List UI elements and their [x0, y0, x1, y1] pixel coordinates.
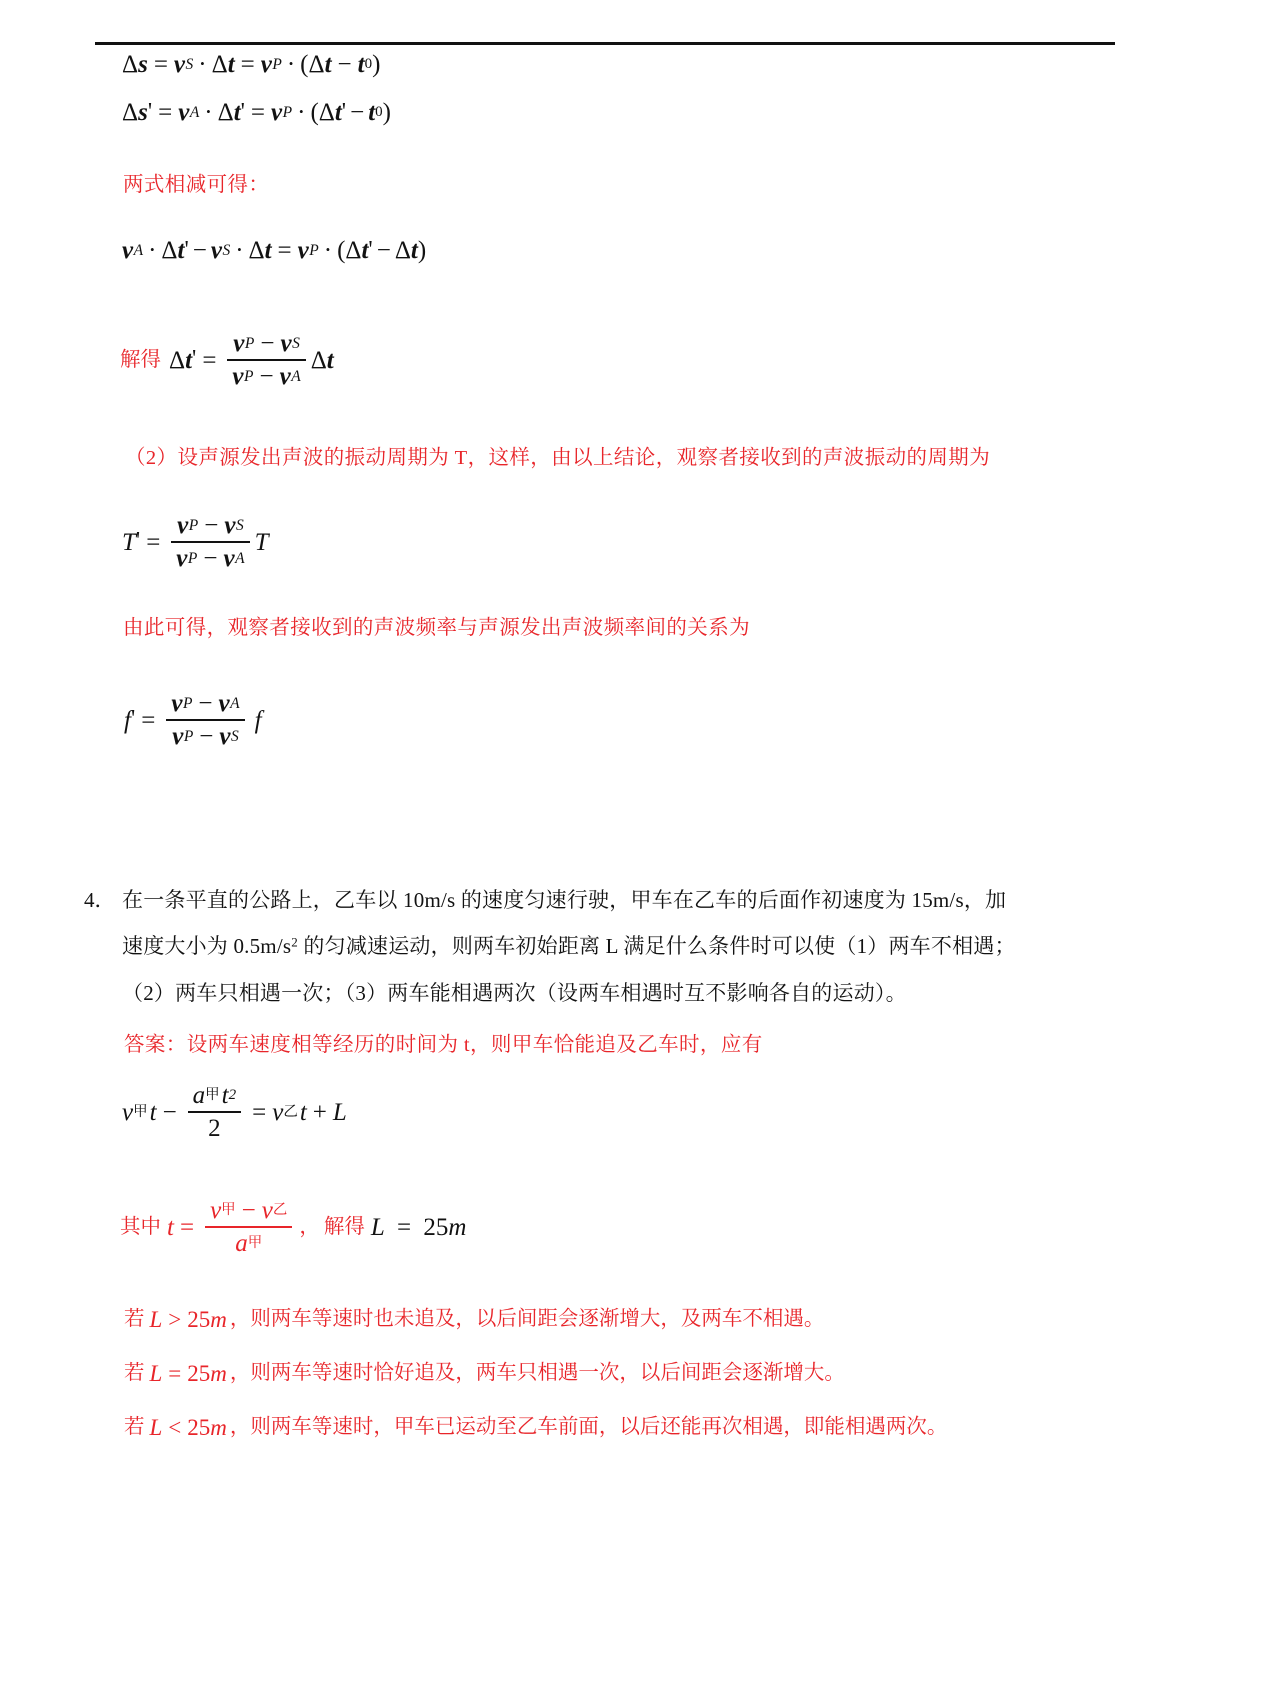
- part2-intro: （2）设声源发出声波的振动周期为 T，这样，由以上结论，观察者接收到的声波振动的周期为: [125, 447, 991, 469]
- question-line-2-pre: 速度大小为 0.5m/s: [122, 934, 292, 958]
- conclusion-prefix-3: 若: [124, 1416, 145, 1439]
- equation-frequency-prime: f ' = v P − v A v P − v S f: [124, 690, 262, 750]
- equation-catch-up: v 甲 t − a 甲 t 2 2 = v 乙 t + L: [122, 1082, 347, 1142]
- conclusion-row-3: 若 L < 25 m ，则两车等速时，甲车已运动至乙车前面，以后还能再次相遇，即能相遇两次。: [124, 1415, 948, 1440]
- question-line-3: （2）两车只相遇一次；（3）两车能相遇两次（设两车相遇时互不影响各自的运动）。: [122, 981, 907, 1005]
- subtract-note: 两式相减可得：: [123, 174, 270, 196]
- equation-delta-s: Δ s = v S · Δ t = v P · ( Δ t − t 0 ): [122, 51, 381, 78]
- question-number: 4．: [84, 888, 116, 912]
- conclusion-text-1: ，则两车等速时也未追及，以后间距会逐渐增大，及两车不相遇。: [229, 1308, 825, 1331]
- conclusion-text-3: ，则两车等速时，甲车已运动至乙车前面，以后还能再次相遇，即能相遇两次。: [229, 1416, 948, 1439]
- equation-delta-s-prime: Δ s ' = v A · Δ t ' = v P · ( Δ t ' − t 0 ): [122, 98, 391, 126]
- conclusion-prefix-1: 若: [124, 1308, 145, 1331]
- conclusion-row-2: 若 L = 25 m ，则两车等速时恰好追及，两车只相遇一次，以后间距会逐渐增大。: [124, 1361, 845, 1386]
- equation-period-prime: T ' = v P − v S v P − v A T: [122, 512, 269, 572]
- equation-delta-t-prime-solution: 解得 Δ t ' = v P − v S v P − v A Δ t: [120, 330, 334, 390]
- header-rule: [95, 42, 1115, 45]
- answer-label: 答案：设两车速度相等经历的时间为 t，则甲车恰能追及乙车时，应有: [124, 1034, 763, 1056]
- comma-separator: ，: [299, 1215, 320, 1238]
- conclusion-prefix-2: 若: [124, 1362, 145, 1385]
- question-line-1: 在一条平直的公路上，乙车以 10m/s 的速度匀速行驶，甲车在乙车的后面作初速度为 15m/s，加: [122, 888, 1007, 912]
- where-label: 其中: [120, 1215, 161, 1238]
- solve-label-2: 解得: [323, 1215, 365, 1238]
- frequency-relation-note: 由此可得，观察者接收到的声波频率与声源发出声波频率间的关系为: [123, 617, 750, 639]
- conclusion-text-2: ，则两车等速时恰好追及，两车只相遇一次，以后间距会逐渐增大。: [229, 1362, 845, 1385]
- equation-time-solution: 其中 t = v 甲 − v 乙 a 甲 ， 解得 L = 25m: [120, 1197, 467, 1257]
- question-line-2-superscript: 2: [291, 934, 298, 950]
- question-line-2: [122, 930, 1016, 960]
- question-line-2-post: 的匀减速运动，则两车初始距离 L 满足什么条件时可以使（1）两车不相遇；: [297, 934, 1016, 958]
- solve-label-1: 解得: [120, 348, 161, 371]
- conclusion-row-1: 若 L > 25 m ，则两车等速时也未追及，以后间距会逐渐增大，及两车不相遇。: [124, 1307, 825, 1332]
- equation-subtracted: v A · Δ t ' − v S · Δ t = v P · ( Δ t ' − Δ t ): [122, 236, 427, 264]
